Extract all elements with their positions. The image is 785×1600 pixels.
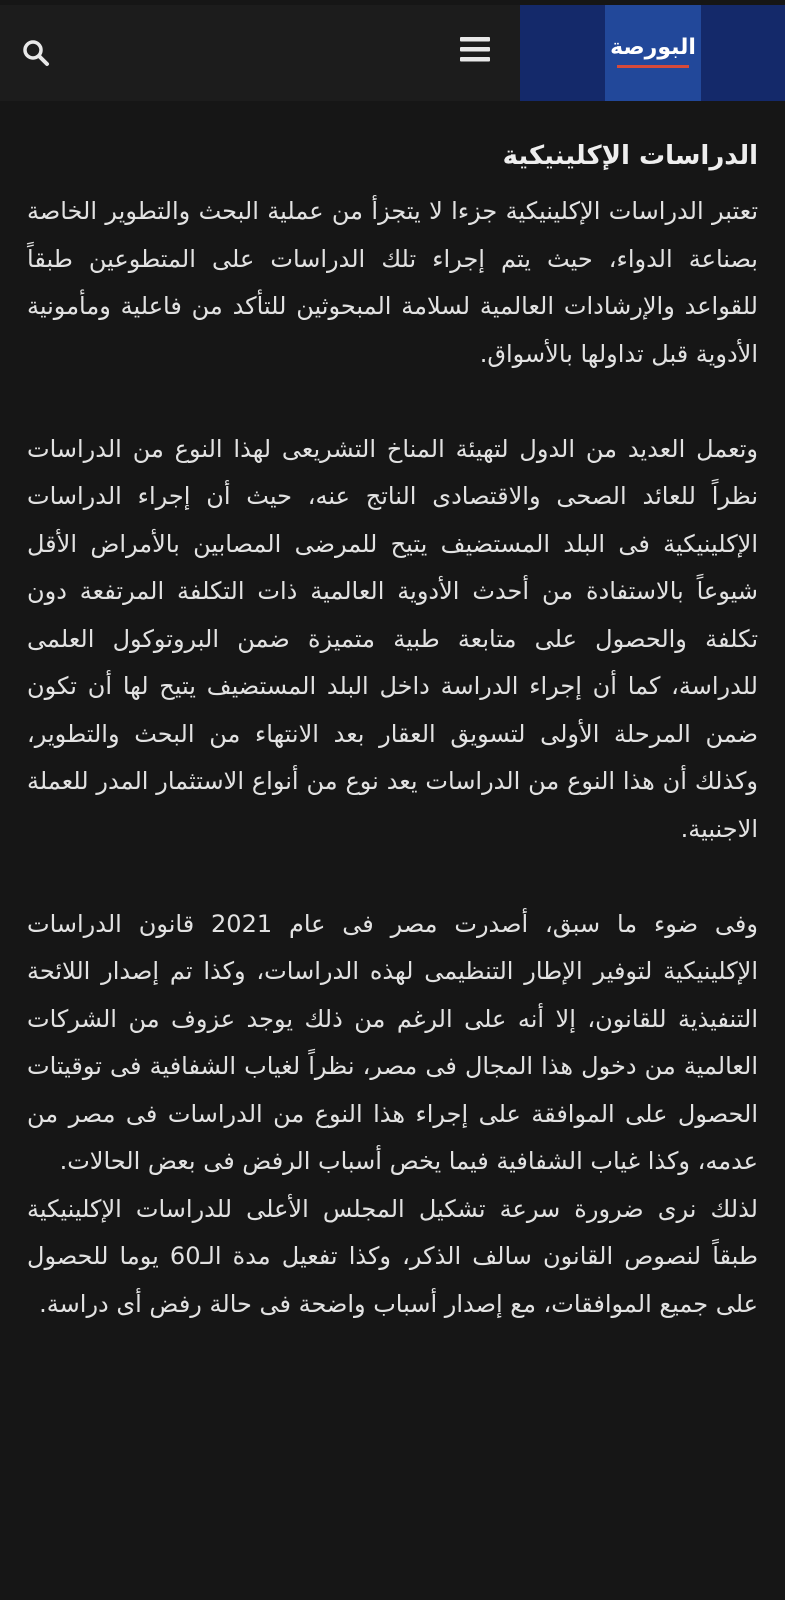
logo-accent-line [617,65,689,68]
article-paragraph-3: وفى ضوء ما سبق، أصدرت مصر فى عام 2021 قانون الدراسات الإكلينيكية لتوفير الإطار التنظيمى لهذه الدراسات، وكذا تم إصدار اللائحة التنفيذية للقانون، إلا أنه على الرغم من ذلك يوجد عزوف من الشركات العالمية من دخول هذا المجال فى مصر، نظراً لغياب الشفافية فى توقيتات الحصول على الموافقة على إجراء هذا النوع من الدراسات فى مصر من عدمه، وكذا غياب الشفافية فيما يخص أسباب الرفض فى بعض الحالات. [27,909,758,1175]
search-button[interactable] [18,35,54,71]
article-paragraph-2: وتعمل العديد من الدول لتهيئة المناخ التشريعى لهذا النوع من الدراسات نظراً للعائد الصحى والاقتصادى الناتج عنه، حيث أن إجراء الدراسات الإكلينيكية فى البلد المستضيف يتيح للمرضى المصابين بالأمراض الأقل شيوعاً بالاستفادة من أحدث الأدوية العالمية ذات التكلفة المرتفعة دون تكلفة والحصول على متابعة طبية متميزة ضمن البروتوكول العلمى للدراسة، كما أن إجراء الدراسة داخل البلد المستضيف يتيح لها أن تكون ضمن المرحلة الأولى لتسويق العقار بعد الانتهاء من البحث والتطوير، وكذلك أن هذا النوع من الدراسات يعد نوع من أنواع الاستثمار المدر للعملة الاجنبية. [27,434,758,843]
top-navigation-bar [0,5,785,101]
article-body [27,136,758,1328]
article-heading: الدراسات الإكلينيكية [502,141,758,171]
article-paragraph-1: تعتبر الدراسات الإكلينيكية جزءا لا يتجزأ من عملية البحث والتطوير الخاصة بصناعة الدواء، حيث يتم إجراء تلك الدراسات على المتطوعين طبقاً للقواعد والإرشادات العالمية لسلامة المبحوثين للتأكد من فاعلية ومأمونية الأدوية قبل تداولها بالأسواق. [27,197,758,368]
article-paragraph-4: لذلك نرى ضرورة سرعة تشكيل المجلس الأعلى للدراسات الإكلينيكية طبقاً لنصوص القانون سالف الذكر، وكذا تفعيل مدة الـ60 يوما للحصول على جميع الموافقات، مع إصدار أسباب واضحة فى حالة رفض أى دراسة. [27,1194,758,1318]
paragraph-spacer [27,378,758,426]
paragraph-spacer [27,853,758,901]
site-logo[interactable] [605,5,701,101]
hamburger-menu-icon [458,35,494,65]
menu-button[interactable] [458,35,494,65]
search-icon [18,35,54,71]
logo-text: البورصة [610,35,696,60]
